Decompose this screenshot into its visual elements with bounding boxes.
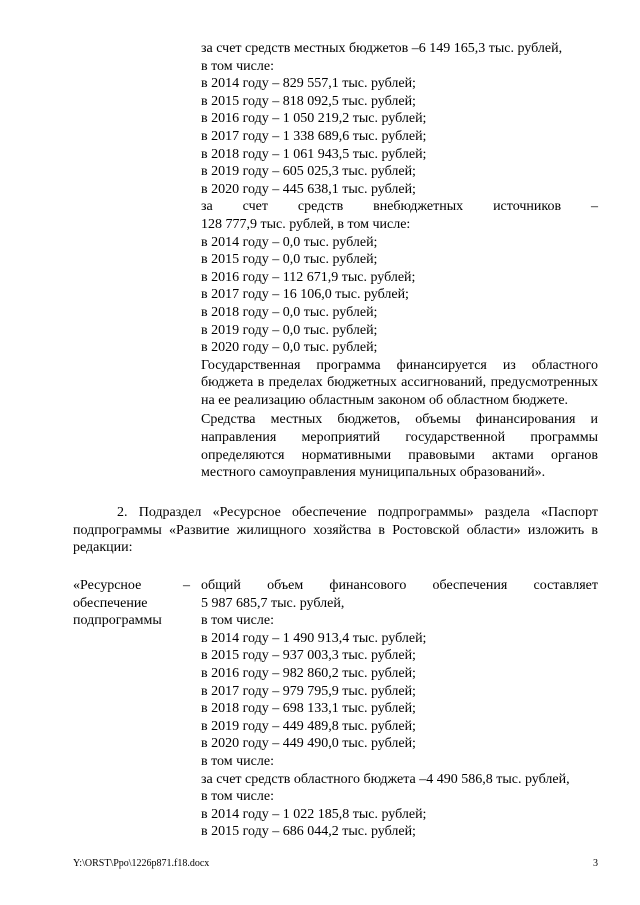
text-line: 128 777,9 тыс. рублей, в том числе: [201,216,411,232]
section-2-text: 2. Подраздел «Ресурсное обеспечение подпрограммы» раздела «Паспорт подпрограммы «Развитие жилищного хозяйства в Ростовской области» изложить в редакции: [73,505,598,556]
paragraph: Государственная программа финансируется из областного бюджета в пределах бюджетных ассигнований, предусмотренных на ее реализацию областным законом об областном бюджете. [201,357,598,408]
text-line: в 2020 году – 449 490,0 тыс. рублей; [201,736,416,752]
text-line: в 2014 году – 1 022 185,8 тыс. рублей; [201,806,427,822]
text-line: в том числе: [201,613,274,629]
text-line: в 2020 году – 445 638,1 тыс. рублей; [201,181,416,197]
label-line: «Ресурсное [73,578,142,593]
label-line: обеспечение [73,595,148,611]
funding-block-subprogram [201,577,598,841]
text-line: в 2015 году – 818 092,5 тыс. рублей; [201,93,416,109]
text-line: за счет средств внебюджетных источников – [201,199,598,215]
text-line: в 2017 году – 979 795,9 тыс. рублей; [201,683,416,699]
section-2-paragraph [73,504,598,557]
page-number: 3 [593,858,598,869]
text-line: в 2016 году – 1 050 219,2 тыс. рублей; [201,111,427,127]
text-line: в 2015 году – 0,0 тыс. рублей; [201,252,378,268]
label-dash: – [183,578,190,593]
text-line: в 2015 году – 937 003,3 тыс. рублей; [201,648,416,664]
label-line: подпрограммы [73,613,162,629]
text-line: в 2018 году – 1 061 943,5 тыс. рублей; [201,146,427,162]
text-line: в 2017 году – 1 338 689,6 тыс. рублей; [201,128,427,144]
text-line: в 2018 году – 0,0 тыс. рублей; [201,304,378,320]
text-line: в 2018 году – 698 133,1 тыс. рублей; [201,701,416,717]
text-line: в 2020 году – 0,0 тыс. рублей; [201,340,378,356]
funding-block-local [201,40,598,482]
text-line: в том числе: [201,753,274,769]
text-line: в 2015 году – 686 044,2 тыс. рублей; [201,824,416,840]
footer-file-path: Y:\ORST\Ppo\1226p871.f18.docx [73,858,210,869]
text-line: 5 987 685,7 тыс. рублей, [201,595,345,611]
text-line: в 2014 году – 0,0 тыс. рублей; [201,234,378,250]
text-line: в том числе: [201,789,274,805]
resource-label [73,577,183,630]
text-line: в 2016 году – 112 671,9 тыс. рублей; [201,269,416,285]
text-line: за счет средств местных бюджетов –6 149 165,3 тыс. рублей, [201,41,563,56]
paragraph: Средства местных бюджетов, объемы финансирования и направления мероприятий государственной программы определяются нормативными правовыми актами органов местного самоуправления муниципальных образований». [201,412,598,481]
text-line: за счет средств областного бюджета –4 490 586,8 тыс. рублей, [201,771,570,787]
text-line: в 2016 году – 982 860,2 тыс. рублей; [201,665,416,681]
text-line: в том числе: [201,58,274,74]
text-line: в 2019 году – 605 025,3 тыс. рублей; [201,164,416,180]
text-line: общий объем финансового обеспечения составляет [201,578,598,593]
text-line: в 2019 году – 449 489,8 тыс. рублей; [201,718,416,734]
text-line: в 2019 году – 0,0 тыс. рублей; [201,322,378,338]
text-line: в 2014 году – 1 490 913,4 тыс. рублей; [201,630,427,646]
text-line: в 2014 году – 829 557,1 тыс. рублей; [201,76,416,92]
text-line: в 2017 году – 16 106,0 тыс. рублей; [201,287,409,303]
